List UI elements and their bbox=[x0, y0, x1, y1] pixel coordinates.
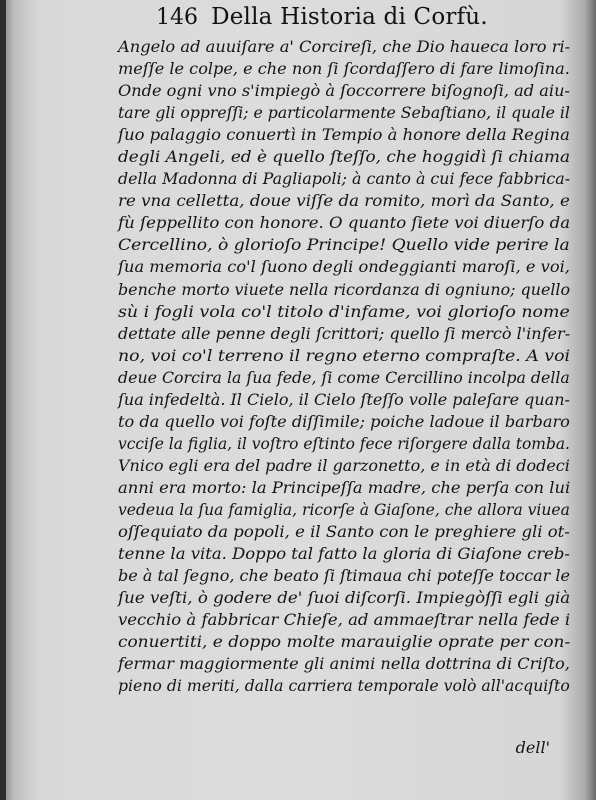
page-header bbox=[156, 4, 488, 30]
text-line: dettate alle penne degli ſcrittori; quello ſi mercò l'infer- bbox=[118, 323, 571, 343]
page-number: 146 bbox=[156, 5, 198, 30]
text-line: Onde ogni vno s'impiegò à ſoccorrere biſognoſi, ad aiu- bbox=[118, 81, 570, 101]
text-line: oſſequiato da popoli, e il Santo con le preghiere gli ot- bbox=[118, 522, 570, 542]
text-line: conuertiti, e doppo molte marauiglie oprate per con- bbox=[118, 632, 571, 652]
catchword: dell' bbox=[515, 738, 550, 757]
text-line: to da quello voi foſte diſſimile; poiche ladoue il barbaro bbox=[118, 411, 570, 431]
text-line: benche morto viuete nella ricordanza di ogniuno; quello bbox=[118, 279, 571, 299]
text-line: deue Corcira la ſua fede, ſi come Cercillino incolpa della bbox=[118, 367, 570, 387]
text-line: meſſe le colpe, e che non ſi ſcordaſſero di fare limoſina. bbox=[118, 59, 570, 79]
text-line: be à tal ſegno, che beato ſi ſtimaua chi poteſſe toccar le bbox=[118, 566, 570, 586]
book-gutter-edge bbox=[0, 0, 6, 800]
text-line: no, voi co'l terreno il regno eterno compraſte. A voi bbox=[118, 345, 571, 365]
text-line: ſua memoria co'l ſuono degli ondeggianti maroſi, e voi, bbox=[118, 257, 570, 277]
text-line: ſua infedeltà. Il Cielo, il Cielo ſteſſo volle paleſare quan- bbox=[118, 389, 570, 409]
text-line: vcciſe la figlia, il voſtro eſtinto fece riſorgere dalla tomba. bbox=[118, 433, 570, 453]
text-line: ſue veſti, ò godere de' ſuoi diſcorſi. Impiegòſſi egli già bbox=[118, 588, 571, 608]
text-line: vecchio à fabbricar Chieſe, ad ammaeſtrar nella fede i bbox=[118, 610, 571, 630]
text-line: ſuo palaggio conuertì in Tempio à honore della Regina bbox=[118, 125, 570, 145]
text-line: vedeua la ſua famiglia, ricorſe à Giaſone, che allora viuea bbox=[118, 499, 570, 519]
text-line: della Madonna di Pagliapoli; à canto à cui fece fabbrica- bbox=[118, 169, 571, 189]
running-title: Della Historia di Corfù. bbox=[211, 4, 488, 30]
text-line: pieno di meriti, dalla carriera temporale volò all'acquiſto bbox=[118, 676, 570, 696]
text-line: sù i fogli vola co'l titolo d'infame, voi glorioſo nome bbox=[118, 301, 570, 321]
text-line: anni era morto: la Principeſſa madre, che perſa con lui bbox=[118, 477, 571, 497]
text-line: degli Angeli, ed è quello ſteſſo, che hoggidì ſi chiama bbox=[118, 147, 571, 167]
text-line: Cercellino, ò glorioſo Principe! Quello vide perire la bbox=[118, 235, 570, 255]
text-line: re vna celletta, doue viſſe da romito, morì da Santo, e bbox=[118, 191, 570, 211]
text-line: fù ſeppellito con honore. O quanto ſiete voi diuerſo da bbox=[118, 213, 571, 233]
body-text bbox=[118, 36, 570, 697]
text-line: Angelo ad auuiſare a' Corcireſi, che Dio haueca loro ri- bbox=[118, 37, 571, 56]
text-line: tenne la vita. Doppo tal fatto la gloria di Giaſone creb- bbox=[118, 544, 570, 564]
text-line: fermar maggiormente gli animi nella dottrina di Criſto, bbox=[118, 654, 570, 674]
text-line: Vnico egli era del padre il garzonetto, e in età di dodeci bbox=[118, 455, 570, 475]
text-line: tare gli oppreſſi; e particolarmente Sebaſtiano, il quale il bbox=[118, 103, 570, 123]
